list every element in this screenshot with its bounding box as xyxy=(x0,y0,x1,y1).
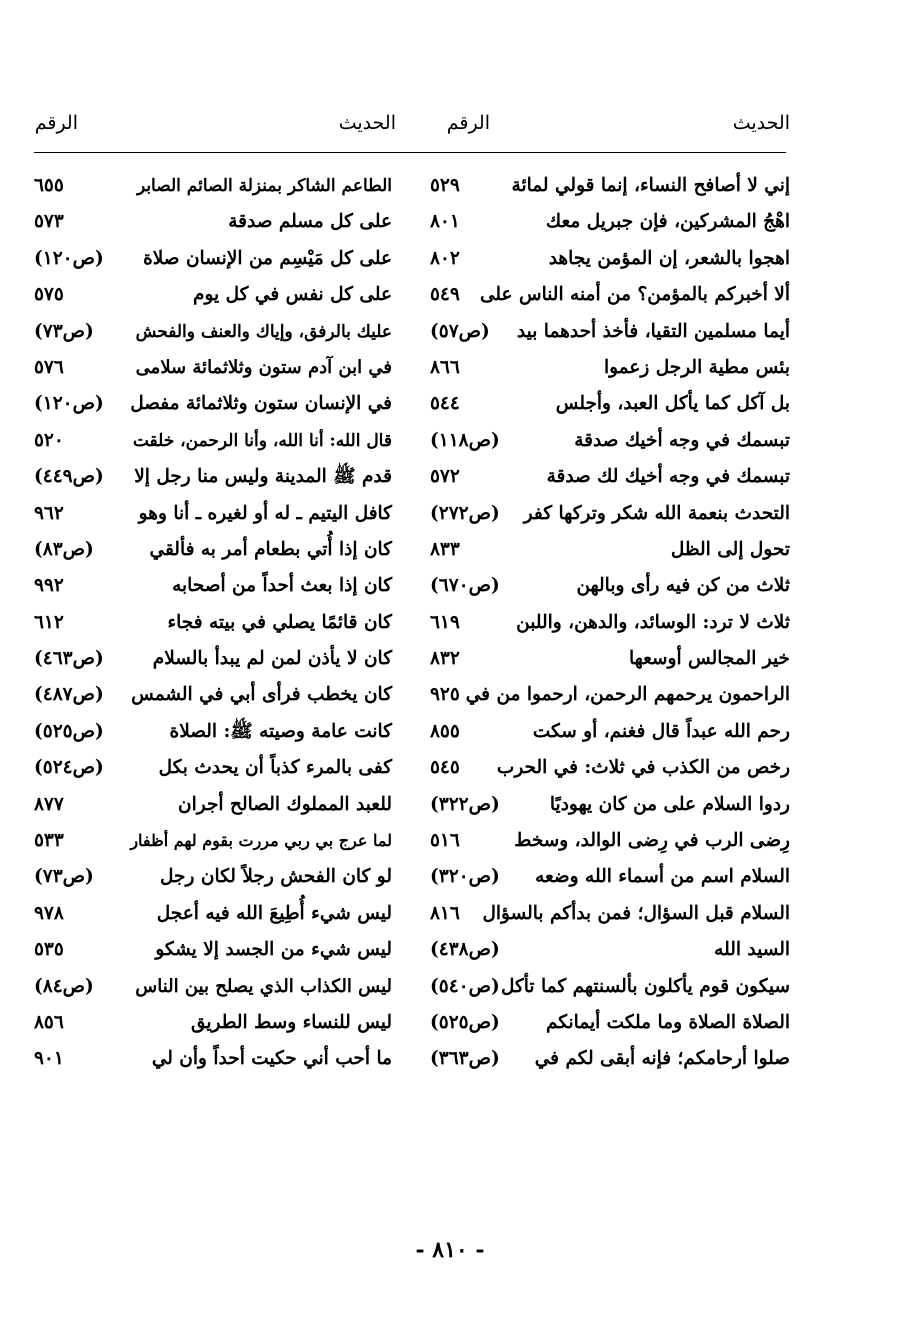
left-hadith-text: على كل مَيْسِم من الإنسان صلاة xyxy=(143,247,392,269)
left-hadith-number: ٥٣٣ xyxy=(34,830,64,852)
header-left-number: الرقم xyxy=(34,112,78,134)
left-entry xyxy=(112,423,392,459)
left-hadith-text: ليس شيء من الجسد إلا يشكو xyxy=(155,939,392,961)
left-hadith-text: للعبد المملوك الصالح أجران xyxy=(178,793,392,815)
left-entry xyxy=(112,787,392,823)
left-entry xyxy=(112,277,392,313)
left-number-cell xyxy=(34,241,134,277)
left-hadith-number: (ص٤٤٩) xyxy=(34,466,104,488)
left-entry xyxy=(112,605,392,641)
left-hadith-text: كان قائمًا يصلي في بيته فجاء xyxy=(167,611,392,633)
left-entry xyxy=(112,459,392,495)
left-number-cell xyxy=(34,677,134,713)
column-headers xyxy=(30,112,790,142)
left-entry xyxy=(112,641,392,677)
left-entry xyxy=(112,204,392,240)
left-number-cell xyxy=(34,896,134,932)
right-hadith-text: تبسمك في وجه أخيك لك صدقة xyxy=(546,466,790,488)
right-hadith-text: بئس مطية الرجل زعموا xyxy=(603,356,790,378)
left-hadith-text: كان إذا أُتي بطعام أمر به فألقي xyxy=(149,538,392,560)
left-number-cell xyxy=(34,386,134,422)
right-number-cell xyxy=(430,605,510,641)
left-number-cell xyxy=(34,314,134,350)
right-number-cell xyxy=(430,277,510,313)
left-hadith-text: لو كان الفحش رجلاً لكان رجل xyxy=(160,866,392,888)
left-number-cell xyxy=(34,423,134,459)
right-hadith-number: ٨٠١ xyxy=(430,211,460,233)
left-number-cell xyxy=(34,532,134,568)
right-hadith-number: ٨٦٦ xyxy=(430,356,460,378)
left-hadith-number: ٩٧٨ xyxy=(34,902,64,924)
right-number-cell xyxy=(430,350,510,386)
left-number-cell xyxy=(34,459,134,495)
right-number-cell xyxy=(430,1005,510,1041)
left-number-cell xyxy=(34,1041,134,1077)
right-hadith-number: ٥٧٢ xyxy=(430,466,460,488)
left-hadith-text: في الإنسان ستون وثلاثمائة مفصل xyxy=(130,393,392,415)
right-number-cell xyxy=(430,532,510,568)
left-hadith-number: ٩٩٢ xyxy=(34,575,64,597)
left-hadith-text: قال الله: أنا الله، وأنا الرحمن، خلقت xyxy=(132,430,392,451)
left-number-cell xyxy=(34,277,134,313)
left-entry xyxy=(112,568,392,604)
left-number-cell xyxy=(34,641,134,677)
right-number-cell xyxy=(430,168,510,204)
left-hadith-text: كان إذا بعث أحداً من أصحابه xyxy=(172,575,392,597)
right-hadith-number: (ص٣٢٠) xyxy=(430,866,500,888)
right-hadith-number: (ص٣٢٢) xyxy=(430,793,500,815)
right-hadith-text: ألا أخبركم بالمؤمن؟ من أمنه الناس على xyxy=(479,284,790,306)
left-hadith-text: كافل اليتيم ـ له أو لغيره ـ أنا وهو xyxy=(138,502,392,524)
right-hadith-number: (ص٥٤٠) xyxy=(430,975,500,997)
header-rule xyxy=(34,152,786,153)
right-number-cell xyxy=(430,314,510,350)
left-number-cell xyxy=(34,1005,134,1041)
left-hadith-text: قدم ﷺ المدينة وليس منا رجل إلا xyxy=(134,466,392,488)
right-hadith-text: التحدث بنعمة الله شكر وتركها كفر xyxy=(523,502,790,524)
left-entry xyxy=(112,241,392,277)
left-number-cell xyxy=(34,969,134,1005)
right-hadith-text: ثلاث من كن فيه رأى وبالهن xyxy=(576,575,790,597)
right-number-cell xyxy=(430,568,510,604)
right-hadith-text: سيكون قوم يأكلون بألسنتهم كما تأكل xyxy=(500,975,790,997)
left-entry xyxy=(112,386,392,422)
right-number-cell xyxy=(430,787,510,823)
right-column-numbers xyxy=(430,168,510,1078)
left-hadith-text: ليس للنساء وسط الطريق xyxy=(190,1011,392,1033)
left-hadith-number: ٥٧٥ xyxy=(34,284,64,306)
left-entry xyxy=(112,314,392,350)
left-hadith-number: (ص٧٣) xyxy=(34,320,94,342)
left-entry xyxy=(112,350,392,386)
right-hadith-text: رخص من الكذب في ثلاث: في الحرب xyxy=(496,757,790,779)
right-hadith-number: ٨١٦ xyxy=(430,902,460,924)
page-number: - ٨١٠ - xyxy=(415,1237,485,1263)
right-hadith-number: ٥٤٥ xyxy=(430,757,460,779)
left-hadith-number: ٥٣٥ xyxy=(34,939,64,961)
header-right-hadith: الحديث xyxy=(732,112,790,134)
right-hadith-text: إني لا أصافح النساء، إنما قولي لمائة xyxy=(511,175,790,196)
left-number-cell xyxy=(34,750,134,786)
left-hadith-text: على كل مسلم صدقة xyxy=(228,211,392,233)
right-hadith-number: ٨٣٣ xyxy=(430,538,460,560)
right-number-cell xyxy=(430,641,510,677)
left-entry xyxy=(112,823,392,859)
left-number-cell xyxy=(34,568,134,604)
left-hadith-text: عليك بالرفق، وإياك والعنف والفحش xyxy=(135,321,392,342)
right-hadith-text: بل آكل كما يأكل العبد، وأجلس xyxy=(555,393,790,415)
right-hadith-text: الصلاة الصلاة وما ملكت أيمانكم xyxy=(545,1011,790,1033)
right-number-cell xyxy=(430,423,510,459)
right-number-cell xyxy=(430,241,510,277)
right-hadith-text: ثلاث لا ترد: الوسائد، والدهن، واللبن xyxy=(516,611,790,633)
right-number-cell xyxy=(430,896,510,932)
left-hadith-number: ٥٧٦ xyxy=(34,356,64,378)
right-hadith-text: رِضى الرب في رِضى الوالد، وسخط xyxy=(514,830,790,852)
right-hadith-text: السلام اسم من أسماء الله وضعه xyxy=(535,866,790,888)
right-hadith-text: أيما مسلمين التقيا، فأخذ أحدهما بيد xyxy=(516,320,790,342)
left-entry xyxy=(112,677,392,713)
left-hadith-number: (ص٨٣) xyxy=(34,538,94,560)
right-hadith-text: اهجوا بالشعر، إن المؤمن يجاهد xyxy=(548,247,790,269)
right-hadith-text: السيد الله xyxy=(714,939,790,961)
right-number-cell xyxy=(430,859,510,895)
right-hadith-text: تبسمك في وجه أخيك صدقة xyxy=(574,429,790,451)
right-hadith-number: ٥٤٤ xyxy=(430,393,460,415)
right-number-cell xyxy=(430,714,510,750)
left-hadith-number: (ص٤٦٣) xyxy=(34,648,104,670)
header-left-hadith: الحديث xyxy=(338,112,396,134)
right-number-cell xyxy=(430,823,510,859)
left-hadith-text: كانت عامة وصيته ﷺ: الصلاة xyxy=(169,720,392,742)
left-entry xyxy=(112,932,392,968)
left-hadith-number: ٨٥٦ xyxy=(34,1011,64,1033)
left-entry xyxy=(112,1041,392,1077)
left-number-cell xyxy=(34,823,134,859)
left-hadith-number: ٩٦٢ xyxy=(34,502,64,524)
right-hadith-number: (ص٣٦٣) xyxy=(430,1048,500,1070)
left-number-cell xyxy=(34,859,134,895)
right-hadith-number: (ص٤٣٨) xyxy=(430,939,500,961)
left-number-cell xyxy=(34,496,134,532)
right-hadith-number: ٦١٩ xyxy=(430,611,460,633)
left-hadith-text: ليس الكذاب الذي يصلح بين الناس xyxy=(135,975,392,997)
right-hadith-text: الراحمون يرحمهم الرحمن، ارحموا من في xyxy=(465,684,790,706)
header-right-number: الرقم xyxy=(446,112,490,134)
right-hadith-number: ٨٥٥ xyxy=(430,720,460,742)
left-hadith-number: (ص٥٢٤) xyxy=(34,757,104,779)
left-hadith-text: ليس شيء أُطِيعَ الله فيه أعجل xyxy=(156,902,392,924)
left-hadith-number: ٥٧٣ xyxy=(34,211,64,233)
left-hadith-number: (ص٧٣) xyxy=(34,866,94,888)
left-hadith-number: ٨٧٧ xyxy=(34,793,64,815)
left-hadith-text: كان يخطب فرأى أبي في الشمس xyxy=(131,684,392,706)
left-entry xyxy=(112,896,392,932)
right-hadith-number: ٨٣٢ xyxy=(430,648,460,670)
left-entry xyxy=(112,750,392,786)
left-entry xyxy=(112,168,392,204)
left-entry xyxy=(112,1005,392,1041)
right-number-cell xyxy=(430,1041,510,1077)
left-hadith-number: ٦١٢ xyxy=(34,611,64,633)
left-hadith-number: (ص٤٨٧) xyxy=(34,684,104,706)
left-number-cell xyxy=(34,787,134,823)
left-hadith-text: ما أحب أني حكيت أحداً وأن لي xyxy=(151,1048,392,1070)
right-hadith-number: (ص٦٧٠) xyxy=(430,575,500,597)
right-hadith-number: ٥٢٩ xyxy=(430,175,460,196)
right-number-cell xyxy=(430,677,510,713)
right-hadith-number: ٩٢٥ xyxy=(430,684,460,706)
left-entry xyxy=(112,969,392,1005)
left-hadith-number: (ص٨٤) xyxy=(34,975,94,997)
left-hadith-text: لما عرج بي ربي مررت بقوم لهم أظفار xyxy=(130,831,392,851)
left-hadith-number: (ص٥٢٥) xyxy=(34,720,104,742)
left-hadith-text: كان لا يأذن لمن لم يبدأ بالسلام xyxy=(152,648,392,670)
right-number-cell xyxy=(430,459,510,495)
left-entry xyxy=(112,714,392,750)
right-hadith-number: (ص٥٢٥) xyxy=(430,1011,500,1033)
right-hadith-text: رحم الله عبداً قال فغنم، أو سكت xyxy=(532,720,790,742)
right-number-cell xyxy=(430,932,510,968)
left-column-numbers xyxy=(34,168,134,1078)
left-hadith-text: كفى بالمرء كذباً أن يحدث بكل xyxy=(158,757,392,779)
left-number-cell xyxy=(34,605,134,641)
left-hadith-number: (ص١٢٠) xyxy=(34,247,104,269)
left-number-cell xyxy=(34,350,134,386)
left-hadith-number: ٥٢٠ xyxy=(34,429,64,451)
left-hadith-text: على كل نفس في كل يوم xyxy=(193,284,392,306)
right-hadith-number: ٥٤٩ xyxy=(430,284,460,306)
left-hadith-text: الطاعم الشاكر بمنزلة الصائم الصابر xyxy=(136,176,392,196)
right-hadith-number: ٥١٦ xyxy=(430,830,460,852)
left-column-texts xyxy=(112,168,392,1078)
left-hadith-number: ٩٠١ xyxy=(34,1048,64,1070)
right-number-cell xyxy=(430,750,510,786)
left-number-cell xyxy=(34,714,134,750)
right-number-cell xyxy=(430,204,510,240)
left-entry xyxy=(112,532,392,568)
right-hadith-number: (ص١١٨) xyxy=(430,429,500,451)
right-hadith-text: ردوا السلام على من كان يهوديًا xyxy=(549,793,790,815)
right-number-cell xyxy=(430,386,510,422)
right-hadith-text: صلوا أرحامكم؛ فإنه أبقى لكم في xyxy=(534,1048,790,1070)
right-hadith-text: تحول إلى الظل xyxy=(670,538,790,560)
left-number-cell xyxy=(34,168,134,204)
left-number-cell xyxy=(34,932,134,968)
left-hadith-number: (ص١٢٠) xyxy=(34,393,104,415)
right-number-cell xyxy=(430,496,510,532)
left-entry xyxy=(112,496,392,532)
right-hadith-number: (ص٥٧) xyxy=(430,320,490,342)
right-hadith-text: خير المجالس أوسعها xyxy=(628,648,790,670)
right-number-cell xyxy=(430,969,510,1005)
right-hadith-number: ٨٠٢ xyxy=(430,247,460,269)
left-entry xyxy=(112,859,392,895)
left-number-cell xyxy=(34,204,134,240)
right-hadith-text: السلام قبل السؤال؛ فمن بدأكم بالسؤال xyxy=(482,902,790,924)
left-hadith-text: في ابن آدم ستون وثلاثمائة سلامى xyxy=(135,356,392,378)
right-hadith-text: اهْجُ المشركين، فإن جبريل معك xyxy=(545,211,790,233)
left-hadith-number: ٦٥٥ xyxy=(34,175,64,196)
right-hadith-number: (ص٢٧٢) xyxy=(430,502,500,524)
